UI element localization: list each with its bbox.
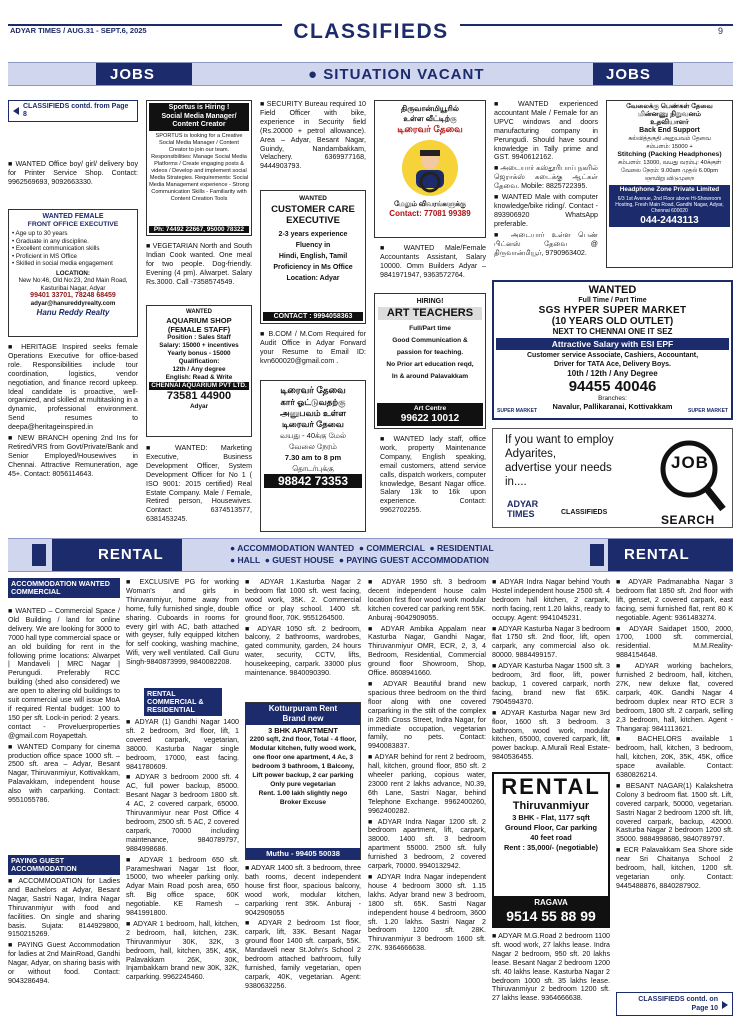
- hz-line: சம்பளம்: 15000 +: [646, 144, 693, 150]
- aquarium-loc: Adyar: [189, 403, 209, 410]
- sgs-supermarket-ad: [492, 280, 733, 420]
- cce-line: Location: Adyar: [286, 275, 340, 282]
- sportus-head: [149, 103, 249, 131]
- art-title: ART TEACHERS: [378, 307, 482, 320]
- accommodation-wanted-heading: ACCOMMODATION WANTED COMMERCIAL: [8, 578, 120, 598]
- continued-from-nav[interactable]: [8, 100, 138, 122]
- rental-residential-heading: RENTAL COMMERCIAL & RESIDENTIAL: [144, 688, 222, 716]
- classified-ad: ■ ADYAR (1) Gandhi Nagar 1400 sft. 2 bedroom, 3rd floor, lift, 1 covered carpark, vegetarian, 38000. Kasturba Nagar single bedroom, 17000, east facing. 9841780609.: [126, 718, 239, 771]
- search-word: SEARCH: [661, 513, 715, 527]
- cce-line: 2-3 years experience: [278, 231, 348, 238]
- hz-line: Back End Support: [639, 127, 700, 134]
- sgs-line: NEXT TO CHENNAI ONE IT SEZ: [552, 327, 673, 336]
- sgs-locations: Navalur, Pallikaranai, Kottivakkam: [552, 402, 673, 411]
- classified-ad: ■ WANTED – Commercial Space / Old Building / land for online delivery. We are looking for 3000 to 7000 hall type commercial space or an old building for rent in the following prime locations: Alwarpet | Mandaveli | MRC Nagar | Perungudi. Preferably RCC building (shed also considered) we are open to altering old buildings to suit commercial use will issue MoA if required Rental budget: 100 to 150 per sft. Lock-in period: 2 years. contact - Proveluerproperties @gmail.com Royapettah.: [8, 607, 120, 740]
- art-phone: 99622 10012: [400, 413, 460, 424]
- promo-line: If you want to employ: [505, 434, 614, 446]
- classified-ad: ■ ADYAR Indra Nagar independent house 4 bedroom 3000 sft. 1.15 lakhs. Adyar brand new 3 bedroom, 1800 sft. 65K. Sastri Nagar independent house 4 bedroom, 3600 sft. 1.20 lakhs. Sastri Nagar 2 bedroom 1200 sft. 28K. Thiruvanmiyur 3 bedroom 1600 sft. 27K. 9364666638.: [368, 873, 486, 953]
- arrow-right-icon: [722, 1001, 728, 1009]
- page-number: 9: [718, 26, 724, 36]
- logo-line: TIMES: [507, 509, 535, 519]
- driver-line: அனுபவம் உள்ள: [279, 408, 347, 418]
- bullet-text: Skilled in social media engagement: [15, 260, 113, 267]
- cce-phone: CONTACT : 9994058363: [263, 312, 363, 321]
- ragava-line: Rent : 35,000/- (negotiable): [503, 843, 599, 852]
- paper-name: ADYAR TIMES: [10, 26, 61, 35]
- paying-guest-heading: PAYING GUEST ACCOMMODATION: [8, 855, 120, 875]
- classified-ad: ■ WANTED lady staff, office work, property Maintenance Company, English speaking, email customers, attend service calls, dispatch workers, computer knowledge, Besant Nagar office. Salary 13k to 16k upon experience. Contact: 9962702255.: [380, 435, 486, 515]
- rental-col2-ads: [126, 578, 239, 669]
- category-label: RESIDENTIAL: [436, 543, 494, 553]
- arrow-left-icon: [13, 107, 19, 115]
- hanu-brand-logo: Hanu Reddy Realty: [36, 308, 110, 317]
- kp-line: Brand new: [282, 714, 324, 723]
- hz-line: உதவியாளர்: [650, 119, 689, 126]
- art-line: In & around Palavakkam: [391, 373, 469, 380]
- kp-head: [246, 703, 360, 725]
- driver-line: 7.30 am to 8 pm: [284, 453, 342, 462]
- driver-wanted-ad: [374, 100, 486, 238]
- classified-ad: ■ NEW BRANCH opening 2nd Ins for Retired/VRS from Govt/Private/Bank and Senior Employed/Housewives in Chennai. Attractive Remuneration, age 45+. Contact: 8056114643.: [8, 434, 138, 478]
- situation-vacant-label: ● SITUATION VACANT: [308, 66, 485, 83]
- art-line: Good Communication &: [392, 337, 468, 344]
- rental-categories: ● ACCOMMODATION WANTED ● COMMERCIAL ● RESIDENTIAL ● HALL ● GUEST HOUSE ● PAYING GUEST ACCOMMODATION: [230, 543, 494, 565]
- logo-line: ADYAR: [507, 499, 539, 509]
- cce-title2: EXECUTIVE: [286, 215, 340, 226]
- classified-ad: ■ BESANT NAGAR(1) Kalakshetra Colony 3 bedroom flat. 1500 sft. Lift, covered carpark, 50000, vegetarian. Sastri Nagar 2 bedroom 1200 sft. lift, covered carpark, backup, 42000. Kasturba Nagar 2 bedroom 1200 sft. 35000. 9884998686, 9840789797.: [616, 781, 733, 844]
- classified-ad: ■ ADYAR Indra Nagar behind Youth Hostel independent house 2500 sft. 4 bedroom hall kitchen, 2 carpark, north facing, rent 1.20 lakhs, ready to occupy. Agent: 9941045231.: [492, 578, 610, 622]
- aquarium-line: Position : Sales Staff: [167, 334, 231, 341]
- sgs-phone: 94455 40046: [568, 378, 657, 395]
- classified-ad: ■ ADYAR M.G.Road 2 bedroom 1100 sft. wood work, 27 lakhs lease. Indra Nagar 2 bedroom, 950 sft. 20 lakhs lease. Besant Nagar 2 bedroom 1200 sft. 40 lakhs lease. Kasturba Nagar 2 bedroom 1000 sft. 35 lakhs lease. Thiruvanmiyur 2 bedroom 1200 sft. 27 lakhs lease. 9364666638.: [492, 932, 610, 1003]
- cce-tag: WANTED: [299, 195, 327, 202]
- sportus-l2: Social Media Manager/ Content Creator: [161, 112, 237, 128]
- driver-line: கார் ஓட்டுவதற்கு: [280, 397, 346, 407]
- tamil1-line: திருவான்மியூரில்: [401, 104, 459, 113]
- promo-classifieds: CLASSIFIEDS: [561, 509, 608, 516]
- hz-brand: Headphone Zone Private Limited: [609, 185, 730, 195]
- rental-bar-marker: [32, 544, 46, 566]
- art-company: Art Centre: [413, 405, 447, 412]
- kp-line: Kotturpuram Rent: [268, 704, 338, 713]
- classified-ad: ■ SECURITY Bureau required 10 Field Officer with bike, experience in Security field (Rs.20000 + petrol allowance). Area – Adyar, Besant Nagar, Guindy, Nandambakkam, Velachery. 6369977168, 9444903793.: [260, 100, 366, 171]
- aquarium-line: Salary: 15000 + incentives: [159, 342, 239, 349]
- art-line: passion for teaching.: [396, 349, 464, 356]
- hz-line: கல்வித்தகுதி அனுபவம் தேவை: [628, 136, 711, 142]
- classified-ad: ■ அடையார் உள்ள பெண் பிட்னஸ் தேவை @ திருவான்மியூர், 9790963402.: [494, 230, 598, 257]
- headphone-zone-ad: [606, 100, 733, 268]
- hanu-bullet: • Skilled in social media engagement: [12, 260, 113, 267]
- sgs-logo-right: SUPER MARKET: [687, 408, 728, 414]
- classified-ad: ■ B.COM / M.Com Required for Audit Office in Adyar Forward your Resume to Email ID: kvn600020@gmail.com .: [260, 330, 366, 365]
- category-label: HALL: [237, 555, 261, 565]
- sportus-body: SPORTUS is looking for a Creative Social Media Manager / Content Creator to join our team. Responsibilities: Manage Social Media Platforms / Create engaging posts & videos / Develop and implement social Media Strategies. Requirements: Social Media Management experience - Strong Communication Skills - Familiarity with Content Creation Tools: [149, 132, 249, 202]
- hanu-phone: 99401 33701, 78248 68459: [30, 292, 116, 299]
- hanu-email: adyar@hanureddyrealty.com: [30, 299, 116, 307]
- rental-col1-ads-b: [8, 877, 120, 988]
- rental-col3-ads: [245, 578, 361, 680]
- ragava-rental-ad: [492, 772, 610, 928]
- rental-bar-right-marker: [590, 544, 604, 566]
- hz-line: வேலைக்கு பெண்கள் தேவை: [626, 103, 713, 110]
- classified-ad: ■ ADYAR 1.Kasturba Nagar 2 bedroom flat 1000 sft. west facing, wood work, 35K. 2. Commercial office or play school. 1400 sft. ground floor, 70K. 9551264500.: [245, 578, 361, 622]
- promo-text: [505, 433, 614, 489]
- job-word: JOB: [671, 453, 709, 472]
- classified-ad: ■ WANTED Office boy/ girl/ delivery boy for Printer Service Shop. Contact: 9962569693, 9092663330.: [8, 160, 138, 186]
- jobs-col1-ads-b: [8, 343, 138, 481]
- bullet-text: Graduate in any discipline.: [15, 237, 89, 245]
- classified-ad: ■ ADYAR behind for rent 2 bedroom, hall, kitchen, ground floor, 850 sft. 2 wheeler parking, copious water, 23000 rent 2 lakhs advance, N0.39, 6th Lane, Sastri Nagar, behind Telephone Exchange. 9962400260, 9962400282.: [368, 753, 486, 815]
- hz-line: ஞாயிறு விடுமுறை: [644, 176, 695, 182]
- art-teachers-ad: [374, 293, 486, 429]
- aquarium-line: 12th / Any degree: [172, 366, 226, 373]
- jobs-col2-ads: [146, 242, 252, 289]
- tamil1-phone: Contact: 77081 99389: [389, 209, 471, 218]
- jobs-col5-ads: [494, 100, 598, 259]
- ragava-area: Thiruvanmiyur: [512, 800, 590, 812]
- aquarium-title: AQUARIUM SHOP (FEMALE STAFF): [166, 316, 232, 334]
- ragava-line: 40 feet road: [530, 833, 572, 842]
- cce-title1: CUSTOMER CARE: [271, 204, 355, 215]
- driver-line: வயது - 40க்கு மேல்: [279, 431, 347, 440]
- rental-bar-label: RENTAL: [98, 546, 164, 563]
- classified-ad: ■ ADYAR Padmanabha Nagar 3 bedroom flat 1850 sft. 2nd floor with lift, genset, 2 covered carpark, east facing, semi furnished flat, rent 80 K negotiable. Agent: 9361483274.: [616, 578, 733, 622]
- driver-phone: 98842 73353: [264, 474, 362, 488]
- sgs-branches-label: Branches:: [598, 395, 627, 402]
- classified-ad: ■ WANTED: Marketing Executive, Business Development Officer, System Development Officer for No 1 ( ISO 9001: 2015 certified) Real Estate Company. Male / Female, Retired person, Housewives. Contact: 6374513577, 6381453245.: [146, 444, 252, 524]
- promo-line: in....: [505, 476, 527, 488]
- jobs-col4-ads: [380, 244, 486, 282]
- bullet-text: Proficient in MS Office: [15, 252, 77, 260]
- kotturpuram-ad: [245, 702, 361, 860]
- classified-ad: ■ ADYAR working bachelors, furnished 2 bedroom, hall, kitchen, 27K, new deluxe flat, covered carpark, 40K. Gandhi Nagar 4 bedroom duplex near RTO ECR 3 bedroom, 1800 sft. 2 carpark, selling 2,3 bedroom, hall, kitchen. Agent - Thangaraj: 9841113621.: [616, 662, 733, 733]
- classified-ad: ■ ADYAR 1400 sft. 3 bedroom, three bath rooms, decent independent house first floor, spacious balcony, wood work, modular kitchen, carparking rent 35K. Anburaj - 9042909055: [245, 864, 361, 917]
- classified-ad: ■ ADYAR Ambika Appalam near Kasturba Nagar, Gandhi Nagar, Thiruvanmiyur OMR, ECR, 2, 3, 4 Bedroom, Residential, Commercial ground floor Showroom, Shop, Office. 8608941660.: [368, 624, 486, 678]
- adyar-times-logo: [507, 499, 538, 519]
- hanu-bullets: [12, 230, 134, 268]
- hz-phone: 044-2443113: [609, 215, 730, 227]
- art-contact: [377, 403, 483, 426]
- promo-line: Adyarites,: [505, 448, 557, 460]
- art-tag: HIRING!: [416, 298, 444, 305]
- classified-ad: ■ ADYAR Kasturba Nagar 3 bedroom flat 1750 sft. 2nd floor, lift, open carpark, any commercial also ok. 80000. 9884499157.: [492, 624, 610, 660]
- classified-ad: ■ ADYAR Kasturba Nagar new 3rd floor, 1600 sft. 3 bedroom. 3 bathroom, wood work, modular kitchen, 65000, covered carpark, lift, power backup. A.Murali Real Estate- 9840536455.: [492, 708, 610, 762]
- rental-col5-ads-b: [492, 932, 610, 1005]
- classified-ad: ■ ADYAR Saidapet 1500, 2000, 1700, 1000 sft. commercial, residential. M.M.Reality- 9884154648.: [616, 624, 733, 660]
- classified-ad: ■ ADYAR 2 bedroom 1st floor, carpark, lift, 33K. Besant Nagar ground floor 1400 sft. carpark, 55K. Mandaveli near St.John's School 2 bedroom attached bathroom, fully furnished, family vegetarian, open carpark, 40K, vegetarian. Agent: 9380632256.: [245, 919, 361, 990]
- aquarium-line: English: Read & Write: [165, 374, 233, 381]
- aquarium-line: Yearly bonus - 15000: [167, 350, 231, 357]
- art-line: No Prior art education reqd,: [386, 361, 474, 368]
- classified-ad: ■ ADYAR 1950 sft. 3 bedroom decent independent house calm location first floor wood work modular kitchen covered car parking rent 55K. Anburaj -9042909055.: [368, 578, 486, 622]
- driver-illustration-icon: [400, 138, 460, 198]
- ragava-name: RAGAVA: [534, 898, 568, 907]
- hanu-title: WANTED FEMALE: [42, 213, 104, 220]
- kp-line: Only pure vegetarian: [270, 781, 336, 788]
- hz-line: மின்னணு நிறுவனம்: [637, 111, 701, 118]
- jobs-col2-ads-b: [146, 444, 252, 526]
- sgs-line: Driver for TATA Ace, Delivery Boys.: [554, 361, 671, 368]
- jobs-col4-ads-b: [380, 435, 486, 517]
- hanu-bullet: • Proficient in MS Office: [12, 252, 77, 260]
- ragava-line: 3 BHK - Flat, 1177 sqft: [512, 813, 590, 822]
- sportus-l1: Sportus is Hiring !: [168, 104, 230, 111]
- sgs-line: Attractive Salary with ESI EPF: [496, 338, 729, 350]
- bullet-text: Age up to 30 years: [15, 230, 68, 237]
- rental-col5-ads: [492, 578, 610, 764]
- sgs-logo-left: SUPER MARKET: [497, 408, 538, 414]
- hanu-bullet: • Graduate in any discipline.: [12, 237, 89, 245]
- classified-ad: ■ அடையார் கஸ்தூரிபாய் நகரில் ஜெராக்ஸ் கடைக்கு ஆட்கள் தேவை. Mobile: 8825722395.: [494, 164, 598, 191]
- magnifier-icon: [653, 435, 729, 525]
- sportus-ad: [146, 100, 252, 236]
- hanu-location-label: LOCATION:: [56, 269, 90, 277]
- sgs-line: Full Time / Part Time: [578, 297, 647, 304]
- sgs-line: 10th / 12th / Any Degree: [567, 369, 658, 378]
- aquarium-ad: [146, 305, 252, 437]
- classified-ad: ■ ADYAR 1 bedroom, hall, kitchen, 2 bedroom, hall, kitchen, 23K. Thiruvanmiyur 30K, 32K, 3 bedroom, hall, kitchen, 35K, 45K, Palavakkam 26K, 30K, Injambakkam brand new 30K, 32K, carparking. 9962245460.: [126, 919, 239, 982]
- classified-ad: ■ ECR Palavakkam Sea Shore side near Sri Chaitanya School 2 bedroom, hall, kitchen, 1200 sft. vegetarian only. Contact: 9445488876, 8840287902.: [616, 846, 733, 890]
- classified-ad: ■ ACCOMMODATION for Ladies and Bachelors at Adyar, Besant Nagar, Sastri Nagar, Indira Nagar Thiruvanmiyur with food and facilities. On single and sharing basis. Sujata: 8144929800, 9150215269.: [8, 877, 120, 939]
- driver-line: டிரைவர் தேவை: [282, 419, 344, 429]
- hanu-bullet: • Excellent communication skills: [12, 245, 100, 252]
- page-title: CLASSIFIEDS: [282, 20, 460, 44]
- jobs-section-bar: [8, 62, 733, 86]
- tamil1-line: மேலும் விவரங்களுக்கு: [394, 201, 466, 208]
- driver-tamil-ad: [260, 380, 366, 532]
- sgs-line: SGS HYPER SUPER MARKET: [538, 305, 687, 316]
- jobs-bar-right-label: JOBS: [606, 66, 651, 83]
- kp-line: 3 BHK APARTMENT: [268, 726, 338, 735]
- jobs-col3-ads: [260, 100, 366, 173]
- rental-col6-ads: [616, 578, 733, 893]
- classified-ad: ■ ADYAR 1 bedroom 650 sft. Parameshwari Nagar 1st floor, 15000, two wheeler parking only. Adyar Main Road posh area, 650 sft. Big office space, 60K negotiable. KE Ramesh – 9841991800.: [126, 855, 239, 918]
- classified-ad: ■ HERITAGE Inspired seeks female Operations Executive for office-based role. Responsibilities include tour coordination, logistics, vendor negotiation, and finance record upkeep. Ideal candidate is proactive, well-organized, and skilled at multitasking in a dynamic, professional environment. Send resumes to deepa@heritageinspired.in: [8, 343, 138, 432]
- situation-vacant-text: SITUATION VACANT: [323, 66, 485, 83]
- driver-line: வேலை நேரம்: [289, 442, 337, 451]
- rental-col2-ads-b: [126, 718, 239, 984]
- bullet-text: Excellent communication skills: [15, 245, 100, 252]
- hz-line: Stitching (Packing Headphones): [617, 151, 722, 158]
- classified-ad: ■ BACHELORS available 1 bedroom, hall, kitchen, 3 bedroom, hall, kitchen, 20K, 35K, 45K, office space available. Contact: 6380826214.: [616, 735, 733, 780]
- hanu-reddy-ad: [8, 209, 138, 337]
- classified-ad: ■ PAYING Guest Accommodation for ladies at 2nd MainRoad, Gandhi Nagar, Adyar, on sharing basis with or without food. Contact: 9043286494.: [8, 941, 120, 985]
- promo-line: advertise your needs: [505, 462, 612, 474]
- tamil1-line: உள்ள வீட்டிற்கு: [403, 114, 457, 123]
- category-label: PAYING GUEST ACCOMMODATION: [346, 555, 489, 565]
- classified-ad: ■ ADYAR Indra Nagar 1200 sft. 2 bedroom apartment, lift, carpark, 38000. 1400 sft. 3 bedroom apartment 55000. 2500 sft. fully furnished 3 bedroom, 2 covered carpark, 70000. 9940132942.: [368, 817, 486, 871]
- hz-line: வேலை நேரம்: 9.00am முதல் 6.00pm: [620, 168, 719, 174]
- aquarium-company: CHENNAI AQUARIUM PVT LTD.: [149, 382, 249, 390]
- cce-line: Hindi, English, Tamil: [278, 253, 348, 260]
- rental-col3-ads-b: [245, 864, 361, 993]
- classified-ad: ■ ADYAR 3 bedroom 2000 sft. 4 AC, full power backup, 85000. Besant Nagar 3 bedroom 1800 sft. 4 AC, 2 covered carpark, 65000. Thiruvanmiyur near Post Office 4 bedroom, 2500 sft. 5 AC, 2 covered carpark, 70000 including maintenance, 9840789797, 9884998686.: [126, 773, 239, 853]
- jobs-col3-ads-b: [260, 330, 366, 368]
- hanu-bullet: • Age up to 30 years: [12, 230, 68, 237]
- driver-line: தொடர்புக்கு: [292, 464, 334, 473]
- cce-line: Fluency in: [295, 242, 331, 249]
- job-search-promo: [492, 428, 733, 528]
- kp-phone: Muthu - 99405 50038: [246, 848, 360, 859]
- ragava-contact: [494, 896, 608, 926]
- category-label: GUEST HOUSE: [272, 555, 335, 565]
- hz-line: சம்பளம்: 13000, வயது வரம்பு: 40க்குள்: [617, 160, 722, 166]
- tamil1-line: டிரைவர் தேவை: [397, 124, 463, 134]
- classified-ad: ■ WANTED Company for cinema production office space 1000 sft. – 2500 sft. area – Adyar, Besant Nagar, Thiruvanmiyur, Kottivakkam, Palavakkam, independent house also with carparking. Contact: 9551055786.: [8, 742, 120, 805]
- classified-ad: ■ WANTED experienced accountant Male / Female for an UPVC windows and doors manufacturing company in Perungudi. Should have sound knowledge in Tally prime and GST. 9940612162.: [494, 100, 598, 162]
- jobs-col1-ads: [8, 160, 138, 189]
- cce-line: Proficiency in Ms Office: [273, 264, 353, 271]
- sgs-line: Customer service Associate, Cashiers, Accountant,: [526, 352, 699, 359]
- rental-col4-ads: [368, 578, 486, 955]
- classified-ad: ■ WANTED Male with computer knowledge/bike riding/. Contact - 893906920 WhatsApp preferable.: [494, 193, 598, 228]
- kp-line: Rent. 1.00 lakh slightly nego: [258, 790, 348, 797]
- classified-ad: ■ ADYAR Beautiful brand new spacious three bedroom on the third floor along with one covered carparking in the stilt of the complex in 28th Cross Street, Indra Nagar, for immediate occupation, vegetarian family, no pets. Contact: 9940083837.: [368, 679, 486, 751]
- jobs-bar-label: JOBS: [110, 66, 155, 83]
- art-line: Full/Part time: [409, 325, 451, 332]
- kp-line: Broker Excuse: [279, 799, 327, 806]
- customer-care-ad: [260, 190, 366, 324]
- sgs-line: WANTED: [588, 284, 637, 296]
- ragava-phone: 9514 55 88 99: [506, 908, 596, 924]
- rental-bar-right-label: RENTAL: [624, 546, 690, 563]
- classified-ad: ■ ADYAR Kasturba Nagar 1500 sft. 3 bedroom, 3rd floor, lift, power backup, 1 covered carpark, north facing, brand new flat 65K. 7904594370.: [492, 662, 610, 706]
- masthead: ADYAR TIMES / AUG.31 - SEPT.6, 2025: [10, 26, 147, 35]
- classified-ad: ■ EXCLUSIVE PG for working Woman's and girls in Thiruvanmiyur, home away from home, fully furnished single, double sharing. Cuboards in rooms for every girl with AC, bath attached with geyser, fully equipped kitchen for self cooking, washing machine, Wifi, very well ventilated. Call Guru Singh-9840873999, 9840082208.: [126, 578, 239, 667]
- aquarium-tag: WANTED: [186, 309, 212, 315]
- rental-section-bar: [8, 538, 733, 572]
- category-label: COMMERCIAL: [366, 543, 425, 553]
- category-label: ACCOMMODATION WANTED: [237, 543, 355, 553]
- ragava-title: RENTAL: [501, 774, 601, 799]
- aquarium-line: Qualification:: [178, 358, 220, 365]
- driver-line: டிரைவர் தேவை: [280, 385, 346, 395]
- aquarium-phone: 73581 44900: [166, 390, 232, 402]
- hz-address: 6/3 1st Avenue, 2nd Floor above Hi-Showroom Hosting, Fresh Main Road, Gandhi Nagar, Adyar, Chennai 600020: [609, 195, 730, 215]
- issue-date: AUG.31 - SEPT.6, 2025: [66, 26, 147, 35]
- classified-ad: ■ WANTED Male/Female Accountants Assistant, Salary 10000. Omm Builders Adyar – 9841971947, 9363572764.: [380, 244, 486, 279]
- kp-line: 2200 sqft, 2nd floor, Total - 4 floor, Modular kitchen, fully wood work, one floor one apartment, 4 Ac, 3 bedroom 3 bathroom, 1 Balcony, Lift power backup, 2 car parking: [249, 736, 357, 779]
- hanu-subtitle: FRONT OFFICE EXECUTIVE: [27, 220, 119, 228]
- hanu-location: New No:46, Old No:23, 2nd Main Road, Kasturibai Nagar, Adyar: [18, 277, 128, 292]
- sgs-line: (10 YEARS OLD OUTLET): [551, 316, 674, 327]
- sportus-phone: Ph: 74492 22667, 95000 78322: [149, 226, 249, 233]
- continued-on-text: CLASSIFIEDS contd. on Page 10: [638, 996, 718, 1012]
- continued-on-nav[interactable]: [616, 992, 733, 1016]
- classified-ad: ■ VEGETARIAN North and South Indian Cook wanted. One meal for two people. Dog-friendly. Evening (4 pm). Alwarpet. Salary Rs.3000. Call -7358574549.: [146, 242, 252, 286]
- rental-col1-ads: [8, 607, 120, 807]
- continued-from-text: CLASSIFIEDS contd. from Page 8: [23, 103, 129, 118]
- classified-ad: ■ ADYAR 1050 sft. 2 bedroom, balcony, 2 bathrooms, wardrobes, gated community, garden, 24 hours water, security, CCTV, lifts, housekeeping, carpark. 33000 plus maintenance. 9840090390.: [245, 624, 361, 678]
- ragava-line: Ground Floor, Car parking: [505, 823, 597, 832]
